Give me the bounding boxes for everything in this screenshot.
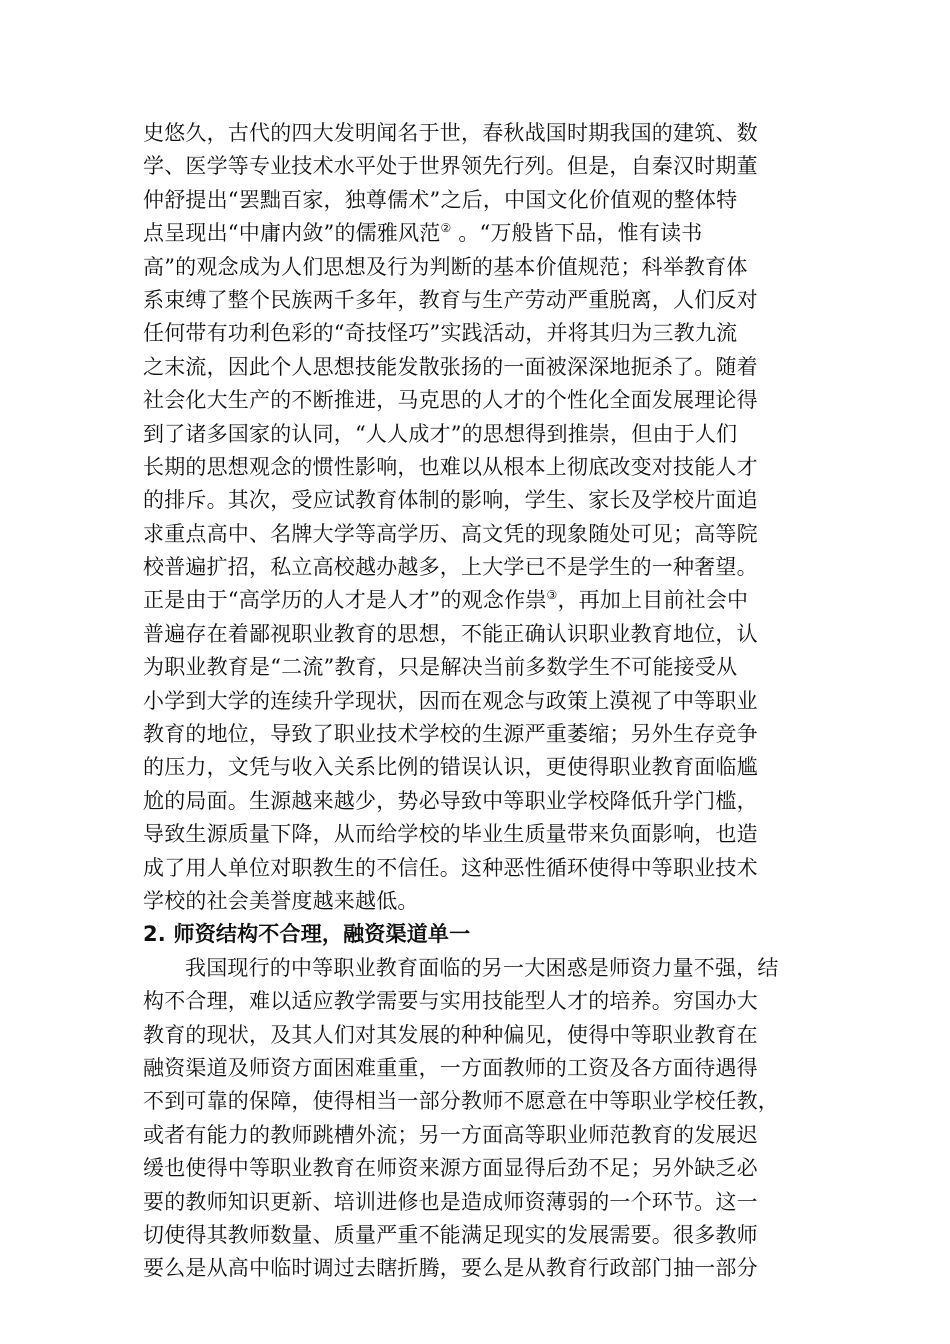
text-line: 到了诸多国家的认同，“人人成才”的思想得到推崇，但由于人们 xyxy=(143,421,738,446)
text-line: 社会化大生产的不断推进，马克思的人才的个性化全面发展理论得 xyxy=(143,388,758,413)
text-line: 系束缚了整个民族两千多年，教育与生产劳动严重脱离，人们反对 xyxy=(143,287,758,312)
text-line: 学、医学等专业技术水平处于世界领先行列。但是，自秦汉时期董 xyxy=(143,154,758,179)
text-line: 为职业教育是“二流”教育，只是解决当前多数学生不可能接受从 xyxy=(143,655,738,680)
text-line: 任何带有功利色彩的“奇技怪巧”实践活动，并将其归为三教九流 xyxy=(143,321,738,346)
text-line xyxy=(143,584,808,617)
text-segment: 。“万般皆下品，惟有读书 xyxy=(451,221,703,246)
text-line: 校普遍扩招，私立高校越办越多，上大学已不是学生的一种奢望。 xyxy=(143,555,758,580)
text-line: 要么是从高中临时调过去瞎折腾，要么是从教育行政部门抽一部分 xyxy=(143,1256,758,1281)
text-line: 不到可靠的保障，使得相当一部分教师不愿意在中等职业学校任教， xyxy=(143,1089,779,1114)
text-line: 仲舒提出“罢黜百家，独尊儒术”之后，中国文化价值观的整体特 xyxy=(143,187,738,212)
text-line: 导致生源质量下降，从而给学校的毕业生质量带来负面影响，也造 xyxy=(143,822,758,847)
text-line: 长期的思想观念的惯性影响，也难以从根本上彻底改变对技能人才 xyxy=(143,454,758,479)
text-line: 构不合理，难以适应教学需要与实用技能型人才的培养。穷国办大 xyxy=(143,989,758,1014)
text-segment: ，再加上目前社会中 xyxy=(557,588,749,613)
text-line: 尬的局面。生源越来越少，势必导致中等职业学校降低升学门槛， xyxy=(143,788,758,813)
text-line: 小学到大学的连续升学现状，因而在观念与政策上漠视了中等职业 xyxy=(143,688,758,713)
body-text xyxy=(143,117,808,1286)
text-line: 切使得其教师数量、质量严重不能满足现实的发展需要。很多教师 xyxy=(143,1222,758,1247)
text-line: 我国现行的中等职业教育面临的另一大困惑是师资力量不强，结 xyxy=(185,955,779,980)
text-line: 要的教师知识更新、培训进修也是造成师资薄弱的一个环节。这一 xyxy=(143,1189,758,1214)
text-segment: 正是由于“高学历的人才是人才”的观念作祟 xyxy=(143,588,547,613)
text-line: 教育的现状，及其人们对其发展的种种偏见，使得中等职业教育在 xyxy=(143,1022,758,1047)
text-line: 学校的社会美誉度越来越低。 xyxy=(143,888,419,913)
text-line xyxy=(143,217,808,250)
text-line: 成了用人单位对职教生的不信任。这种恶性循环使得中等职业技术 xyxy=(143,855,758,880)
section-heading: 2. 师资结构不合理，融资渠道单一 xyxy=(143,922,471,947)
text-line: 融资渠道及师资方面困难重重，一方面教师的工资及各方面待遇得 xyxy=(143,1055,758,1080)
text-line: 求重点高中、名牌大学等高学历、高文凭的现象随处可见；高等院 xyxy=(143,521,758,546)
text-segment: 点呈现出“中庸内敛”的儒雅风范 xyxy=(143,221,441,246)
text-line: 之末流，因此个人思想技能发散张扬的一面被深深地扼杀了。随着 xyxy=(143,354,758,379)
text-line: 教育的地位，导致了职业技术学校的生源严重萎缩；另外生存竞争 xyxy=(143,722,758,747)
footnote-ref-2: ② xyxy=(440,221,452,236)
text-line: 普遍存在着鄙视职业教育的思想，不能正确认识职业教育地位，认 xyxy=(143,621,758,646)
text-line: 史悠久，古代的四大发明闻名于世，春秋战国时期我国的建筑、数 xyxy=(143,121,758,145)
footnote-ref-3: ③ xyxy=(546,588,558,603)
text-line: 或者有能力的教师跳槽外流；另一方面高等职业师范教育的发展迟 xyxy=(143,1122,758,1147)
text-line: 的压力，文凭与收入关系比例的错误认识，更使得职业教育面临尴 xyxy=(143,755,758,780)
text-line: 高”的观念成为人们思想及行为判断的基本价值规范；科举教育体 xyxy=(143,254,748,279)
text-line: 的排斥。其次，受应试教育体制的影响，学生、家长及学校片面追 xyxy=(143,488,758,513)
text-line: 缓也使得中等职业教育在师资来源方面显得后劲不足；另外缺乏必 xyxy=(143,1156,758,1181)
